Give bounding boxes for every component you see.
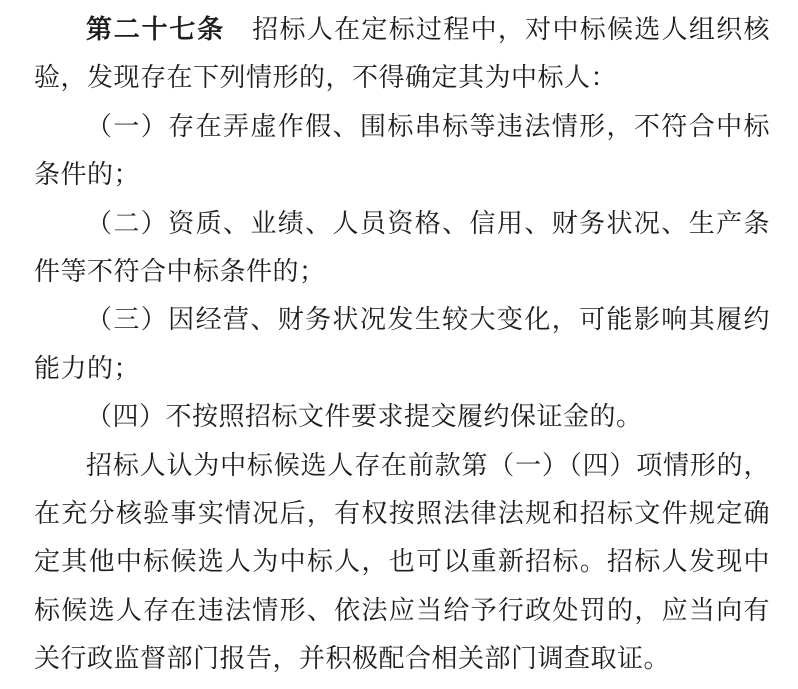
article-intro-text: 招标人在定标过程中，对中标候选人组织核验，发现存在下列情形的，不得确定其为中标人： — [34, 15, 770, 93]
list-item-2: （二）资质、业绩、人员资格、信用、财务状况、生产条件等不符合中标条件的； — [34, 208, 770, 287]
list-item-1: （一）存在弄虚作假、围标串标等违法情形，不符合中标条件的； — [34, 111, 770, 190]
list-item-3: （三）因经营、财务状况发生较大变化，可能影响其履约能力的； — [34, 305, 770, 383]
list-item-4: （四）不按照招标文件要求提交履约保证金的。 — [86, 402, 643, 432]
article-number-label: 第二十七条 — [86, 14, 225, 44]
article-opening-paragraph — [34, 5, 770, 103]
closing-paragraph: 招标人认为中标候选人存在前款第（一）（四）项情形的，在充分核验事实情况后，有权按照法律法规和招标文件规定确定其他中标候选人为中标人，也可以重新招标。招标人发现中标候选人存在违法情形、依法应当给予行政处罚的，应当向有关行政监督部门报告，并积极配合相关部门调查取证。 — [34, 450, 770, 674]
